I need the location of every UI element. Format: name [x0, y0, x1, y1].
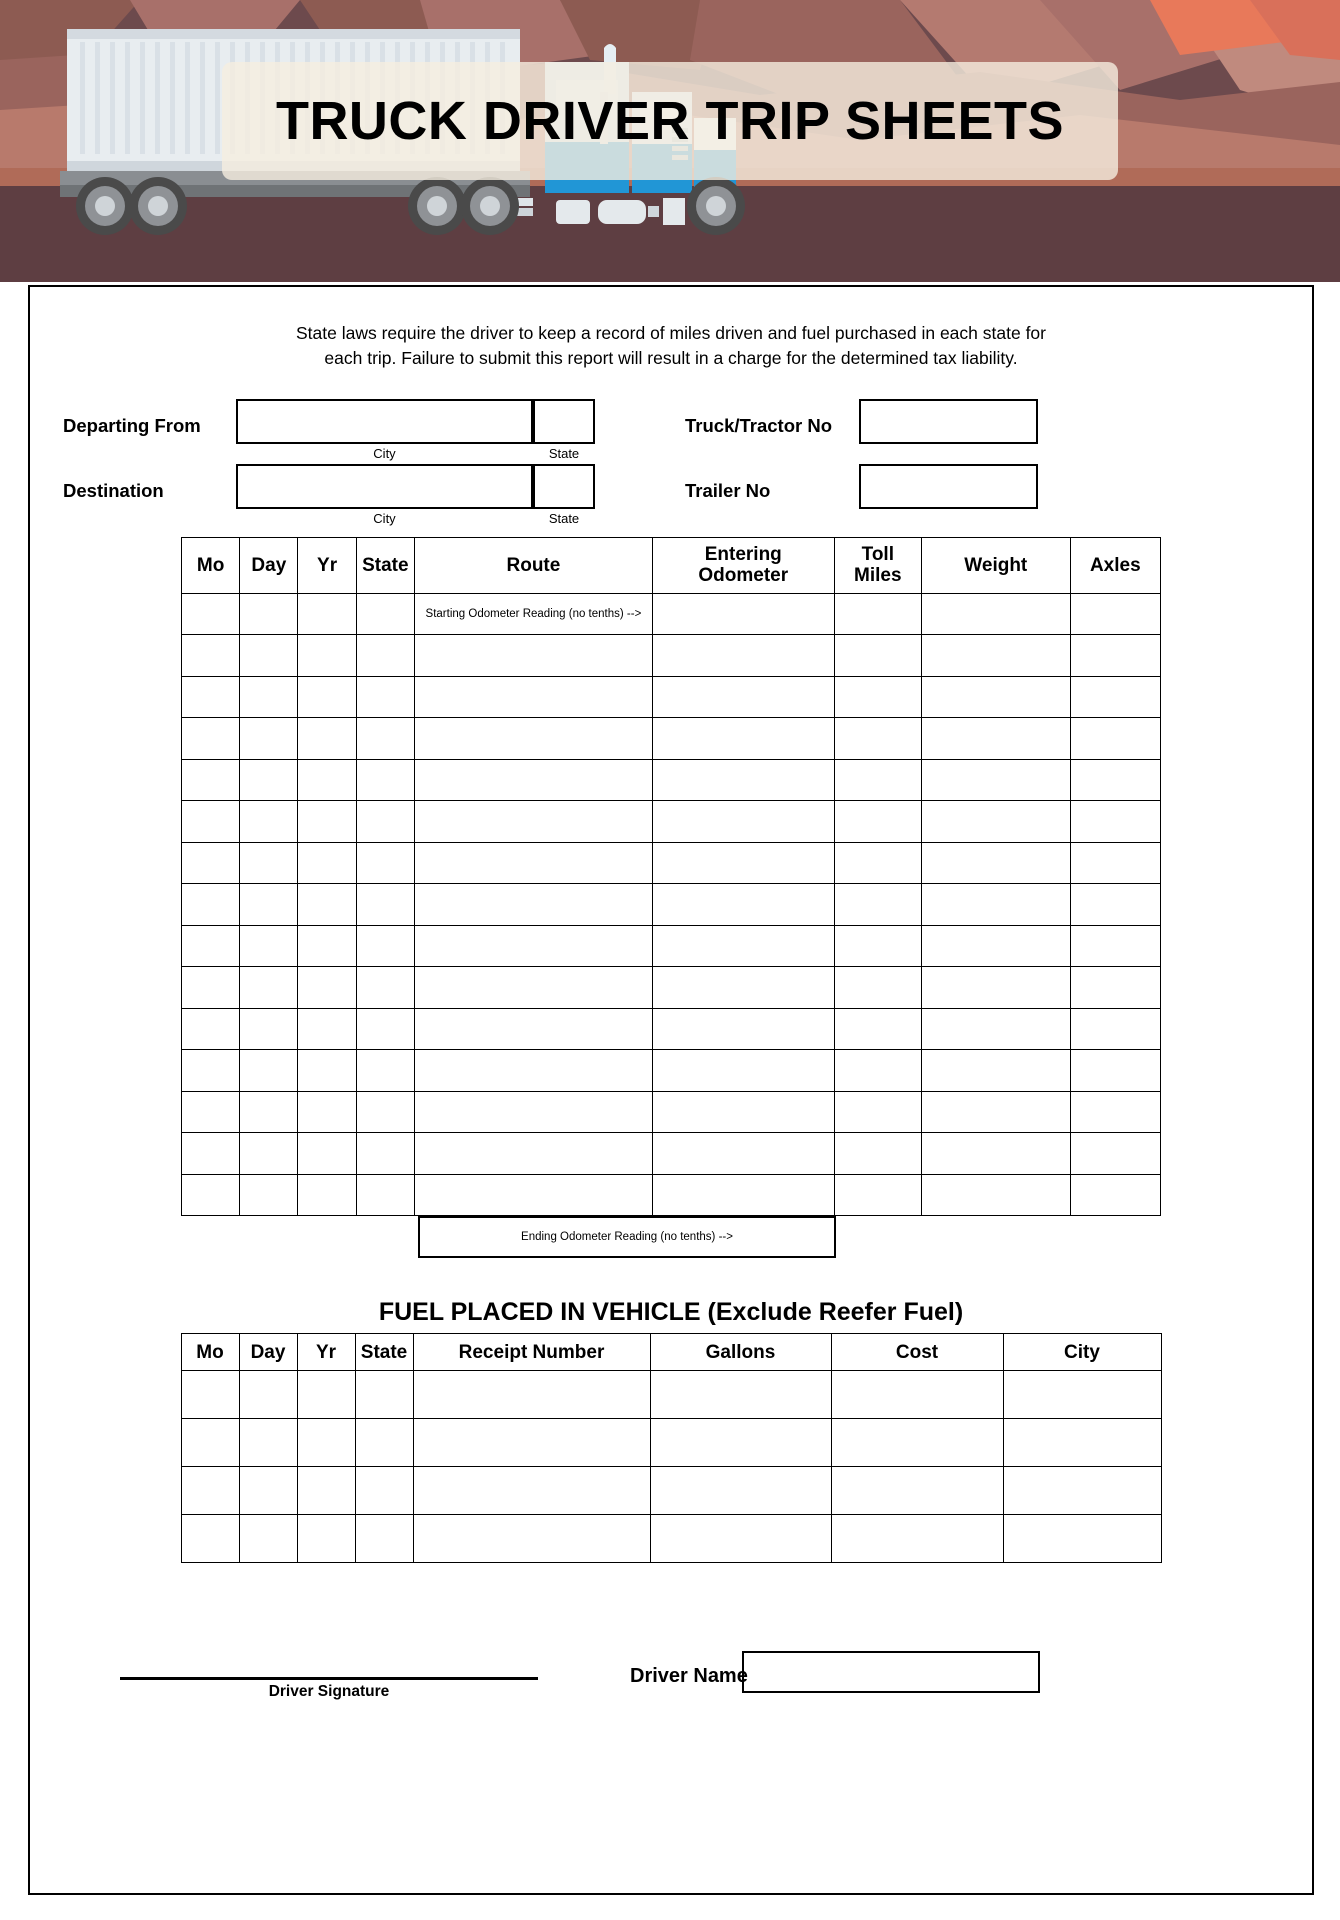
- cell-toll-miles[interactable]: [834, 925, 921, 967]
- cell-entering-odometer[interactable]: [652, 718, 834, 760]
- cell-day[interactable]: [240, 884, 298, 926]
- th-yr-text: Yr: [317, 554, 338, 576]
- cell-axles[interactable]: [1070, 1050, 1160, 1092]
- fuel-cell-day[interactable]: [239, 1515, 297, 1563]
- table-row: [182, 1008, 1161, 1050]
- th-toll-miles-line1: Toll: [861, 543, 894, 565]
- table-row: [182, 842, 1161, 884]
- cell-yr[interactable]: [298, 676, 356, 718]
- cell-weight[interactable]: [921, 925, 1070, 967]
- fuel-log-table: [181, 1333, 1162, 1563]
- cell-entering-odometer[interactable]: [652, 1174, 834, 1216]
- departing-city-input[interactable]: [236, 399, 533, 444]
- cell-toll-miles[interactable]: [834, 593, 921, 635]
- cell-axles[interactable]: [1070, 593, 1160, 635]
- cell-weight[interactable]: [921, 1008, 1070, 1050]
- cell-yr[interactable]: [298, 718, 356, 760]
- signature-area: [30, 1633, 1312, 1743]
- cell-axles[interactable]: [1070, 925, 1160, 967]
- page-title: TRUCK DRIVER TRIP SHEETS: [275, 91, 1065, 151]
- cell-weight[interactable]: [921, 676, 1070, 718]
- fuel-cell-gallons[interactable]: [650, 1371, 831, 1419]
- cell-weight[interactable]: [921, 1174, 1070, 1216]
- cell-entering-odometer[interactable]: [652, 925, 834, 967]
- fuel-cell-state[interactable]: [355, 1515, 413, 1563]
- cell-weight[interactable]: [921, 1050, 1070, 1092]
- cell-toll-miles[interactable]: [834, 967, 921, 1009]
- cell-axles[interactable]: [1070, 759, 1160, 801]
- cell-state[interactable]: [356, 676, 414, 718]
- fuel-cell-mo[interactable]: [181, 1371, 239, 1419]
- cell-day[interactable]: [240, 635, 298, 677]
- fuel-cell-day[interactable]: [239, 1467, 297, 1515]
- cell-toll-miles[interactable]: [834, 884, 921, 926]
- cell-entering-odometer[interactable]: [652, 842, 834, 884]
- cell-day[interactable]: [240, 1174, 298, 1216]
- fuel-cell-receipt-number[interactable]: [413, 1515, 650, 1563]
- th-day: [240, 537, 298, 593]
- cell-entering-odometer[interactable]: [652, 801, 834, 843]
- fuel-th-state: State: [355, 1334, 413, 1371]
- fuel-cell-day[interactable]: [239, 1419, 297, 1467]
- cell-state[interactable]: [356, 718, 414, 760]
- cell-toll-miles[interactable]: [834, 1091, 921, 1133]
- cell-day[interactable]: [240, 593, 298, 635]
- cell-axles[interactable]: [1070, 635, 1160, 677]
- th-axles-text: Axles: [1089, 554, 1141, 576]
- cell-mo[interactable]: [182, 1091, 240, 1133]
- trip-log-table: [181, 537, 1161, 1217]
- cell-mo[interactable]: [182, 593, 240, 635]
- fuel-cell-receipt-number[interactable]: [413, 1467, 650, 1515]
- cell-route[interactable]: [414, 801, 652, 843]
- table-row: [182, 1133, 1161, 1175]
- cell-mo[interactable]: [182, 925, 240, 967]
- fuel-cell-state[interactable]: [355, 1467, 413, 1515]
- cell-entering-odometer[interactable]: [652, 593, 834, 635]
- cell-mo[interactable]: [182, 801, 240, 843]
- cell-toll-miles[interactable]: [834, 635, 921, 677]
- fuel-cell-cost[interactable]: [831, 1419, 1003, 1467]
- fuel-th-cost: Cost: [831, 1334, 1003, 1371]
- cell-route[interactable]: [414, 759, 652, 801]
- destination-state-sublabel: State: [548, 510, 580, 526]
- cell-state[interactable]: [356, 1174, 414, 1216]
- cell-toll-miles[interactable]: [834, 842, 921, 884]
- cell-mo[interactable]: [182, 884, 240, 926]
- destination-state-input[interactable]: [533, 464, 595, 509]
- th-weight: [921, 537, 1070, 593]
- th-route: [414, 537, 652, 593]
- cell-entering-odometer[interactable]: [652, 635, 834, 677]
- trip-table-body: [182, 593, 1161, 1216]
- trailer-no-label: Trailer No: [685, 479, 771, 501]
- cell-yr[interactable]: [298, 1050, 356, 1092]
- departing-state-input[interactable]: [533, 399, 595, 444]
- fuel-th-receipt-number: Receipt Number: [413, 1334, 650, 1371]
- trailer-no-input[interactable]: [859, 464, 1038, 509]
- fuel-th-gallons: Gallons: [650, 1334, 831, 1371]
- cell-weight[interactable]: [921, 635, 1070, 677]
- cell-entering-odometer[interactable]: [652, 1091, 834, 1133]
- th-state-text: State: [362, 554, 409, 576]
- cell-yr[interactable]: [298, 1133, 356, 1175]
- cell-state[interactable]: [356, 801, 414, 843]
- cell-day[interactable]: [240, 1008, 298, 1050]
- cell-mo[interactable]: [182, 967, 240, 1009]
- th-mo-text: Mo: [196, 554, 225, 576]
- departing-city-sublabel: City: [373, 445, 396, 461]
- cell-mo[interactable]: [182, 676, 240, 718]
- table-row: [182, 801, 1161, 843]
- cell-mo[interactable]: [182, 1174, 240, 1216]
- cell-yr[interactable]: [298, 884, 356, 926]
- cell-day[interactable]: [240, 925, 298, 967]
- cell-weight[interactable]: [921, 1091, 1070, 1133]
- th-yr: [298, 537, 356, 593]
- fuel-th-city: City: [1003, 1334, 1161, 1371]
- destination-label: Destination: [63, 479, 164, 501]
- fuel-cell-gallons[interactable]: [650, 1419, 831, 1467]
- cell-route[interactable]: [414, 925, 652, 967]
- fuel-cell-cost[interactable]: [831, 1515, 1003, 1563]
- fuel-section-title: FUEL PLACED IN VEHICLE (Exclude Reefer Fuel): [378, 1298, 964, 1327]
- destination-city-sublabel: City: [373, 510, 396, 526]
- cell-route[interactable]: [414, 635, 652, 677]
- cell-weight[interactable]: [921, 718, 1070, 760]
- form-sheet: [28, 285, 1314, 1895]
- cell-state[interactable]: [356, 1050, 414, 1092]
- cell-weight[interactable]: [921, 759, 1070, 801]
- th-entering-odometer: [652, 537, 834, 593]
- driver-signature-line[interactable]: [120, 1677, 538, 1680]
- table-row: [182, 925, 1161, 967]
- cell-toll-miles[interactable]: [834, 759, 921, 801]
- intro-line-2: each trip. Failure to submit this report will result in a charge for the determined tax liability.: [324, 348, 1018, 369]
- fuel-cell-city[interactable]: [1003, 1515, 1161, 1563]
- cell-weight[interactable]: [921, 593, 1070, 635]
- cell-route[interactable]: [414, 1091, 652, 1133]
- fuel-cell-city[interactable]: [1003, 1371, 1161, 1419]
- cell-day[interactable]: [240, 801, 298, 843]
- cell-weight[interactable]: [921, 884, 1070, 926]
- cell-weight[interactable]: [921, 967, 1070, 1009]
- cell-axles[interactable]: [1070, 884, 1160, 926]
- cell-axles[interactable]: [1070, 1174, 1160, 1216]
- cell-day[interactable]: [240, 718, 298, 760]
- th-toll-miles: [834, 537, 921, 593]
- fuel-cell-yr[interactable]: [297, 1467, 355, 1515]
- fuel-cell-gallons[interactable]: [650, 1467, 831, 1515]
- th-toll-miles-line2: Miles: [854, 565, 902, 587]
- cell-state[interactable]: [356, 635, 414, 677]
- cell-entering-odometer[interactable]: [652, 884, 834, 926]
- fuel-cell-receipt-number[interactable]: [413, 1371, 650, 1419]
- cell-toll-miles[interactable]: [834, 1008, 921, 1050]
- fuel-th-day: Day: [239, 1334, 297, 1371]
- table-row: [182, 635, 1161, 677]
- cell-state[interactable]: [356, 967, 414, 1009]
- cell-axles[interactable]: [1070, 1091, 1160, 1133]
- th-entering-odometer-line2: Odometer: [698, 565, 789, 587]
- cell-state[interactable]: [356, 1091, 414, 1133]
- starting-odometer-note: Starting Odometer Reading (no tenths) -->: [414, 593, 652, 635]
- th-entering-odometer-line1: Entering: [704, 543, 782, 565]
- truck-tractor-no-label: Truck/Tractor No: [685, 414, 833, 436]
- table-row: [182, 884, 1161, 926]
- table-row: [181, 1371, 1161, 1419]
- truck-tractor-no-input[interactable]: [859, 399, 1038, 444]
- fuel-cell-state[interactable]: [355, 1371, 413, 1419]
- cell-axles[interactable]: [1070, 718, 1160, 760]
- cell-route[interactable]: [414, 1008, 652, 1050]
- fuel-table-body: [181, 1371, 1161, 1563]
- cell-weight[interactable]: [921, 801, 1070, 843]
- table-row: [181, 1419, 1161, 1467]
- cell-day[interactable]: [240, 1133, 298, 1175]
- fuel-cell-city[interactable]: [1003, 1419, 1161, 1467]
- fuel-cell-mo[interactable]: [181, 1467, 239, 1515]
- driver-name-input[interactable]: [742, 1651, 1040, 1693]
- table-row: [182, 718, 1161, 760]
- cell-weight[interactable]: [921, 842, 1070, 884]
- departing-state-sublabel: State: [548, 445, 580, 461]
- cell-axles[interactable]: [1070, 1133, 1160, 1175]
- cell-entering-odometer[interactable]: [652, 1008, 834, 1050]
- cell-route[interactable]: [414, 1050, 652, 1092]
- table-row: [181, 1467, 1161, 1515]
- cell-toll-miles[interactable]: [834, 676, 921, 718]
- cell-mo[interactable]: [182, 1133, 240, 1175]
- cell-entering-odometer[interactable]: [652, 1133, 834, 1175]
- cell-weight[interactable]: [921, 1133, 1070, 1175]
- th-axles: [1070, 537, 1160, 593]
- cell-route[interactable]: [414, 676, 652, 718]
- cell-mo[interactable]: [182, 759, 240, 801]
- cell-day[interactable]: [240, 842, 298, 884]
- cell-yr[interactable]: [298, 801, 356, 843]
- cell-entering-odometer[interactable]: [652, 967, 834, 1009]
- intro-line-1: State laws require the driver to keep a record of miles driven and fuel purchased in each state for: [296, 323, 1046, 343]
- fuel-th-mo: Mo: [181, 1334, 239, 1371]
- cell-yr[interactable]: [298, 1091, 356, 1133]
- table-row: [182, 676, 1161, 718]
- cell-yr[interactable]: [298, 842, 356, 884]
- cell-yr[interactable]: [298, 1008, 356, 1050]
- table-row: [182, 1091, 1161, 1133]
- cell-route[interactable]: [414, 718, 652, 760]
- fuel-cell-yr[interactable]: [297, 1371, 355, 1419]
- cell-mo[interactable]: [182, 842, 240, 884]
- th-weight-text: Weight: [964, 554, 1028, 576]
- th-route-text: Route: [506, 554, 561, 576]
- ending-odometer-input[interactable]: [655, 1216, 836, 1258]
- cell-state[interactable]: [356, 593, 414, 635]
- cell-axles[interactable]: [1070, 801, 1160, 843]
- cell-entering-odometer[interactable]: [652, 759, 834, 801]
- cell-yr[interactable]: [298, 1174, 356, 1216]
- fuel-cell-receipt-number[interactable]: [413, 1419, 650, 1467]
- cell-mo[interactable]: [182, 718, 240, 760]
- ending-odometer-note: Ending Odometer Reading (no tenths) -->: [418, 1216, 836, 1258]
- cell-day[interactable]: [240, 1091, 298, 1133]
- th-state: [356, 537, 414, 593]
- cell-axles[interactable]: [1070, 967, 1160, 1009]
- fuel-cell-mo[interactable]: [181, 1515, 239, 1563]
- cell-toll-miles[interactable]: [834, 1050, 921, 1092]
- cell-state[interactable]: [356, 1008, 414, 1050]
- cell-axles[interactable]: [1070, 842, 1160, 884]
- fuel-cell-yr[interactable]: [297, 1419, 355, 1467]
- driver-name-label: Driver Name: [630, 1665, 748, 1688]
- cell-toll-miles[interactable]: [834, 1133, 921, 1175]
- table-row: [182, 759, 1161, 801]
- cell-state[interactable]: [356, 884, 414, 926]
- cell-toll-miles[interactable]: [834, 718, 921, 760]
- intro-text: [191, 321, 1151, 372]
- fuel-table-header-row: [181, 1334, 1161, 1371]
- fuel-cell-state[interactable]: [355, 1419, 413, 1467]
- destination-city-input[interactable]: [236, 464, 533, 509]
- fuel-cell-gallons[interactable]: [650, 1515, 831, 1563]
- cell-route[interactable]: [414, 842, 652, 884]
- cell-axles[interactable]: [1070, 1008, 1160, 1050]
- cell-route[interactable]: [414, 967, 652, 1009]
- fuel-cell-mo[interactable]: [181, 1419, 239, 1467]
- cell-state[interactable]: [356, 842, 414, 884]
- fuel-cell-yr[interactable]: [297, 1515, 355, 1563]
- table-row: [182, 967, 1161, 1009]
- cell-yr[interactable]: [298, 635, 356, 677]
- trip-header-fields: [30, 397, 1312, 532]
- cell-yr[interactable]: [298, 759, 356, 801]
- fuel-cell-cost[interactable]: [831, 1467, 1003, 1515]
- cell-entering-odometer[interactable]: [652, 1050, 834, 1092]
- cell-mo[interactable]: [182, 1008, 240, 1050]
- cell-day[interactable]: [240, 1050, 298, 1092]
- cell-day[interactable]: [240, 759, 298, 801]
- cell-state[interactable]: [356, 759, 414, 801]
- cell-state[interactable]: [356, 925, 414, 967]
- cell-mo[interactable]: [182, 1050, 240, 1092]
- cell-mo[interactable]: [182, 635, 240, 677]
- th-day-text: Day: [251, 554, 287, 576]
- departing-from-label: Departing From: [63, 414, 201, 436]
- trip-table-header-row: [182, 537, 1161, 593]
- th-mo: [182, 537, 240, 593]
- table-row: [181, 1515, 1161, 1563]
- cell-yr[interactable]: [298, 593, 356, 635]
- header-banner: [0, 0, 1340, 282]
- cell-toll-miles[interactable]: [834, 1174, 921, 1216]
- cell-day[interactable]: [240, 967, 298, 1009]
- fuel-cell-city[interactable]: [1003, 1467, 1161, 1515]
- fuel-th-yr: Yr: [297, 1334, 355, 1371]
- cell-yr[interactable]: [298, 925, 356, 967]
- table-row: [182, 1174, 1161, 1216]
- cell-route[interactable]: [414, 884, 652, 926]
- cell-route[interactable]: [414, 1174, 652, 1216]
- cell-toll-miles[interactable]: [834, 801, 921, 843]
- table-row: [182, 593, 1161, 635]
- cell-axles[interactable]: [1070, 676, 1160, 718]
- cell-state[interactable]: [356, 1133, 414, 1175]
- cell-entering-odometer[interactable]: [652, 676, 834, 718]
- cell-route[interactable]: [414, 1133, 652, 1175]
- cell-day[interactable]: [240, 676, 298, 718]
- cell-yr[interactable]: [298, 967, 356, 1009]
- fuel-cell-day[interactable]: [239, 1371, 297, 1419]
- ending-odometer-strip: [181, 1216, 1161, 1260]
- fuel-cell-cost[interactable]: [831, 1371, 1003, 1419]
- table-row: [182, 1050, 1161, 1092]
- driver-signature-caption: Driver Signature: [268, 1683, 390, 1701]
